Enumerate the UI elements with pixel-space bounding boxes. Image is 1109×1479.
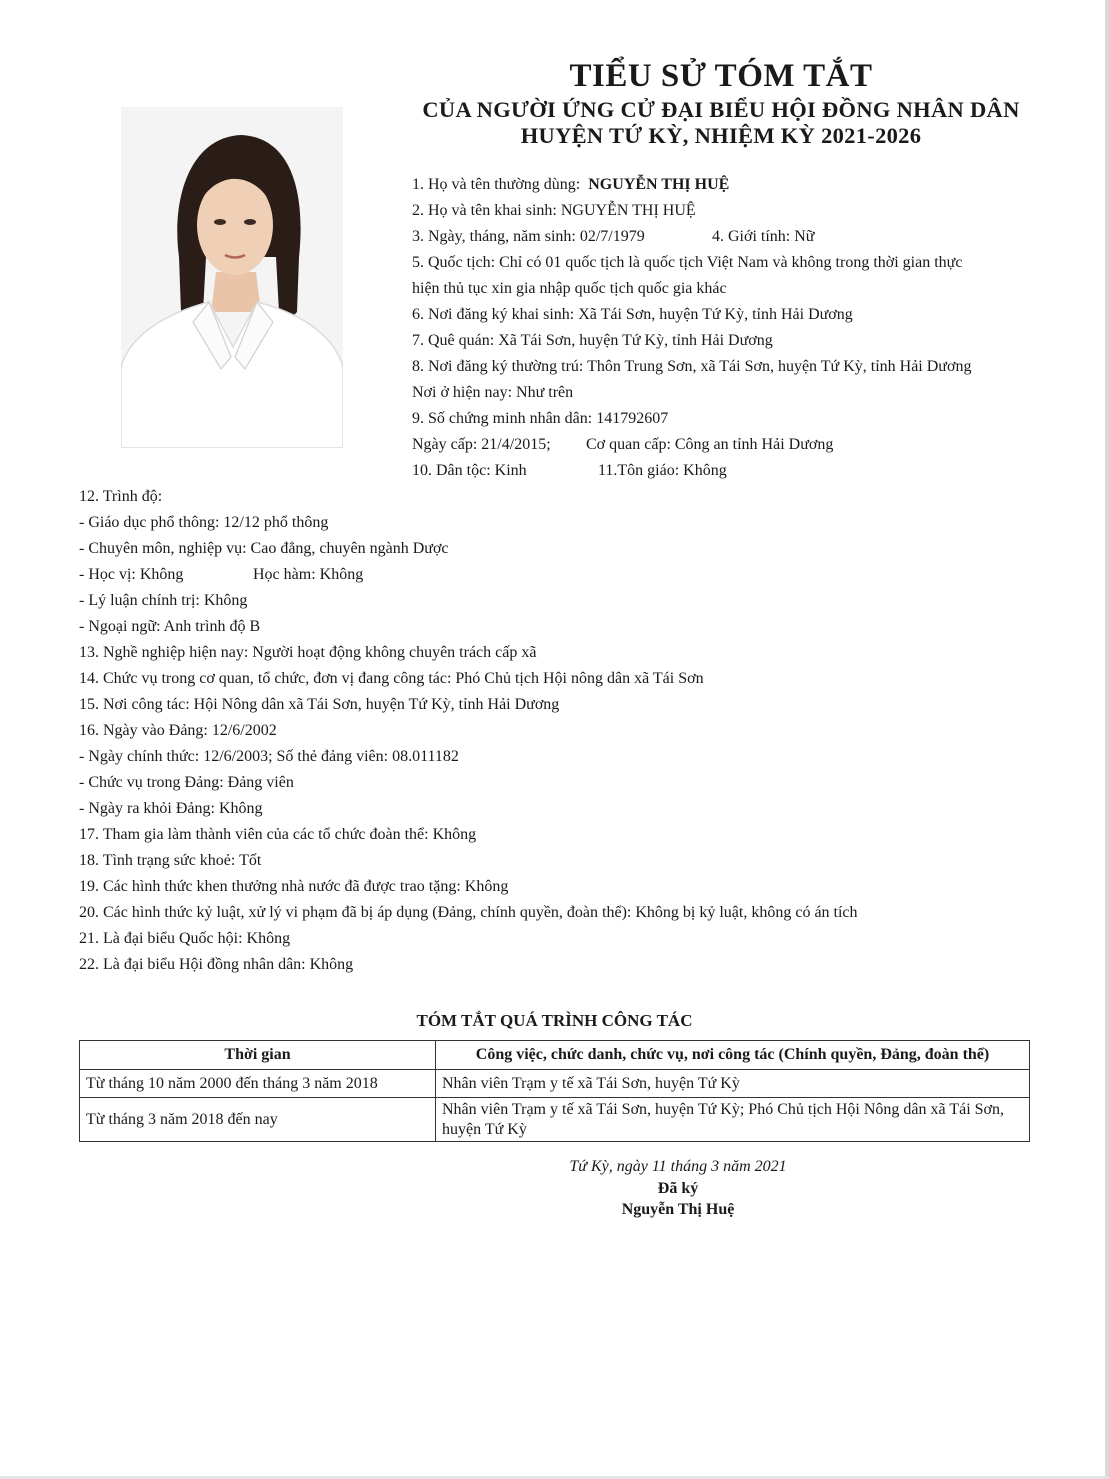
field-specialization: - Chuyên môn, nghiệp vụ: Cao đẳng, chuyên ngành Dược xyxy=(79,540,449,557)
field-birth-date: 3. Ngày, tháng, năm sinh: 02/7/1979 xyxy=(412,228,645,245)
field-party-join-date: 16. Ngày vào Đảng: 12/6/2002 xyxy=(79,722,277,739)
field-current-residence: Nơi ở hiện nay: Như trên xyxy=(412,384,574,401)
document-title: TIỂU SỬ TÓM TẮT xyxy=(569,58,873,94)
table-row xyxy=(80,1070,1030,1098)
field-nationality-line-1: 5. Quốc tịch: Chỉ có 01 quốc tịch là quốc tịch Việt Nam và không trong thời gian thực xyxy=(412,254,963,271)
field-foreign-language: - Ngoại ngữ: Anh trình độ B xyxy=(79,618,261,635)
table-cell-job: Nhân viên Trạm y tế xã Tái Sơn, huyện Tứ Kỳ; Phó Chủ tịch Hội Nông dân xã Tái Sơn, huyện Tứ Kỳ xyxy=(436,1098,1030,1142)
document-subtitle-line-1: CỦA NGƯỜI ỨNG CỬ ĐẠI BIỂU HỘI ĐỒNG NHÂN DÂN xyxy=(422,97,1020,122)
field-common-name: 1. Họ và tên thường dùng: NGUYỄN THỊ HUỆ xyxy=(412,176,730,193)
column-header-job: Công việc, chức danh, chức vụ, nơi công tác (Chính quyền, Đảng, đoàn thể) xyxy=(436,1041,1030,1070)
field-party-leave-date: - Ngày ra khỏi Đảng: Không xyxy=(79,800,263,817)
table-header-row xyxy=(80,1041,1030,1070)
field-political-theory: - Lý luận chính trị: Không xyxy=(79,592,248,609)
field-ethnicity: 10. Dân tộc: Kinh xyxy=(412,462,527,479)
page-edge-right xyxy=(1105,0,1109,1479)
field-awards: 19. Các hình thức khen thưởng nhà nước đã được trao tặng: Không xyxy=(79,878,509,895)
field-position: 14. Chức vụ trong cơ quan, tổ chức, đơn vị đang công tác: Phó Chủ tịch Hội nông dân xã Tái Sơn xyxy=(79,670,704,687)
field-national-assembly: 21. Là đại biểu Quốc hội: Không xyxy=(79,930,291,947)
field-id-issuer: Cơ quan cấp: Công an tỉnh Hải Dương xyxy=(586,436,834,453)
work-history-title: TÓM TẮT QUÁ TRÌNH CÔNG TÁC xyxy=(416,1011,693,1030)
field-party-official-date: - Ngày chính thức: 12/6/2003; Số thẻ đảng viên: 08.011182 xyxy=(79,748,459,765)
field-hometown: 7. Quê quán: Xã Tái Sơn, huyện Tứ Kỳ, tỉnh Hải Dương xyxy=(412,332,773,349)
work-history-table xyxy=(79,1040,1030,1142)
column-header-time: Thời gian xyxy=(80,1041,436,1070)
field-permanent-residence: 8. Nơi đăng ký thường trú: Thôn Trung Sơn, xã Tái Sơn, huyện Tứ Kỳ, tỉnh Hải Dương xyxy=(412,358,972,375)
field-occupation: 13. Nghề nghiệp hiện nay: Người hoạt động không chuyên trách cấp xã xyxy=(79,644,537,661)
table-cell-job: Nhân viên Trạm y tế xã Tái Sơn, huyện Tứ Kỳ xyxy=(436,1070,1030,1098)
field-education-heading: 12. Trình độ: xyxy=(79,488,163,505)
table-cell-time: Từ tháng 3 năm 2018 đến nay xyxy=(80,1098,436,1142)
field-gender: 4. Giới tính: Nữ xyxy=(712,228,815,245)
field-birth-registration: 6. Nơi đăng ký khai sinh: Xã Tái Sơn, huyện Tứ Kỳ, tỉnh Hải Dương xyxy=(412,306,853,323)
field-id-number: 9. Số chứng minh nhân dân: 141792607 xyxy=(412,410,669,427)
signature-place-date: Tứ Kỳ, ngày 11 tháng 3 năm 2021 xyxy=(569,1158,787,1175)
field-organizations: 17. Tham gia làm thành viên của các tổ chức đoàn thể: Không xyxy=(79,826,477,843)
field-academic-title: Học hàm: Không xyxy=(253,566,364,583)
field-workplace: 15. Nơi công tác: Hội Nông dân xã Tái Sơn, huyện Tứ Kỳ, tỉnh Hải Dương xyxy=(79,696,560,713)
table-cell-time: Từ tháng 10 năm 2000 đến tháng 3 năm 2018 xyxy=(80,1070,436,1098)
portrait-photo xyxy=(121,107,343,448)
field-discipline: 20. Các hình thức kỷ luật, xử lý vi phạm đã bị áp dụng (Đảng, chính quyền, đoàn thể): Không bị kỷ luật, không có án tích xyxy=(79,904,858,921)
field-peoples-council: 22. Là đại biểu Hội đồng nhân dân: Không xyxy=(79,956,354,973)
document-subtitle-line-2: HUYỆN TỨ KỲ, NHIỆM KỲ 2021-2026 xyxy=(520,123,922,148)
field-party-position: - Chức vụ trong Đảng: Đảng viên xyxy=(79,774,294,791)
field-health: 18. Tình trạng sức khoẻ: Tốt xyxy=(79,852,262,869)
field-general-education: - Giáo dục phổ thông: 12/12 phổ thông xyxy=(79,514,329,531)
field-id-issue-date: Ngày cấp: 21/4/2015; xyxy=(412,436,551,453)
signature-name: Nguyễn Thị Huệ xyxy=(621,1201,735,1218)
field-nationality-line-2: hiện thủ tục xin gia nhập quốc tịch quốc gia khác xyxy=(412,280,727,297)
table-row xyxy=(80,1098,1030,1142)
signature-status: Đã ký xyxy=(657,1180,699,1197)
field-religion: 11.Tôn giáo: Không xyxy=(598,462,727,479)
field-birth-name: 2. Họ và tên khai sinh: NGUYỄN THỊ HUỆ xyxy=(412,202,696,219)
field-degree: - Học vị: Không xyxy=(79,566,184,583)
